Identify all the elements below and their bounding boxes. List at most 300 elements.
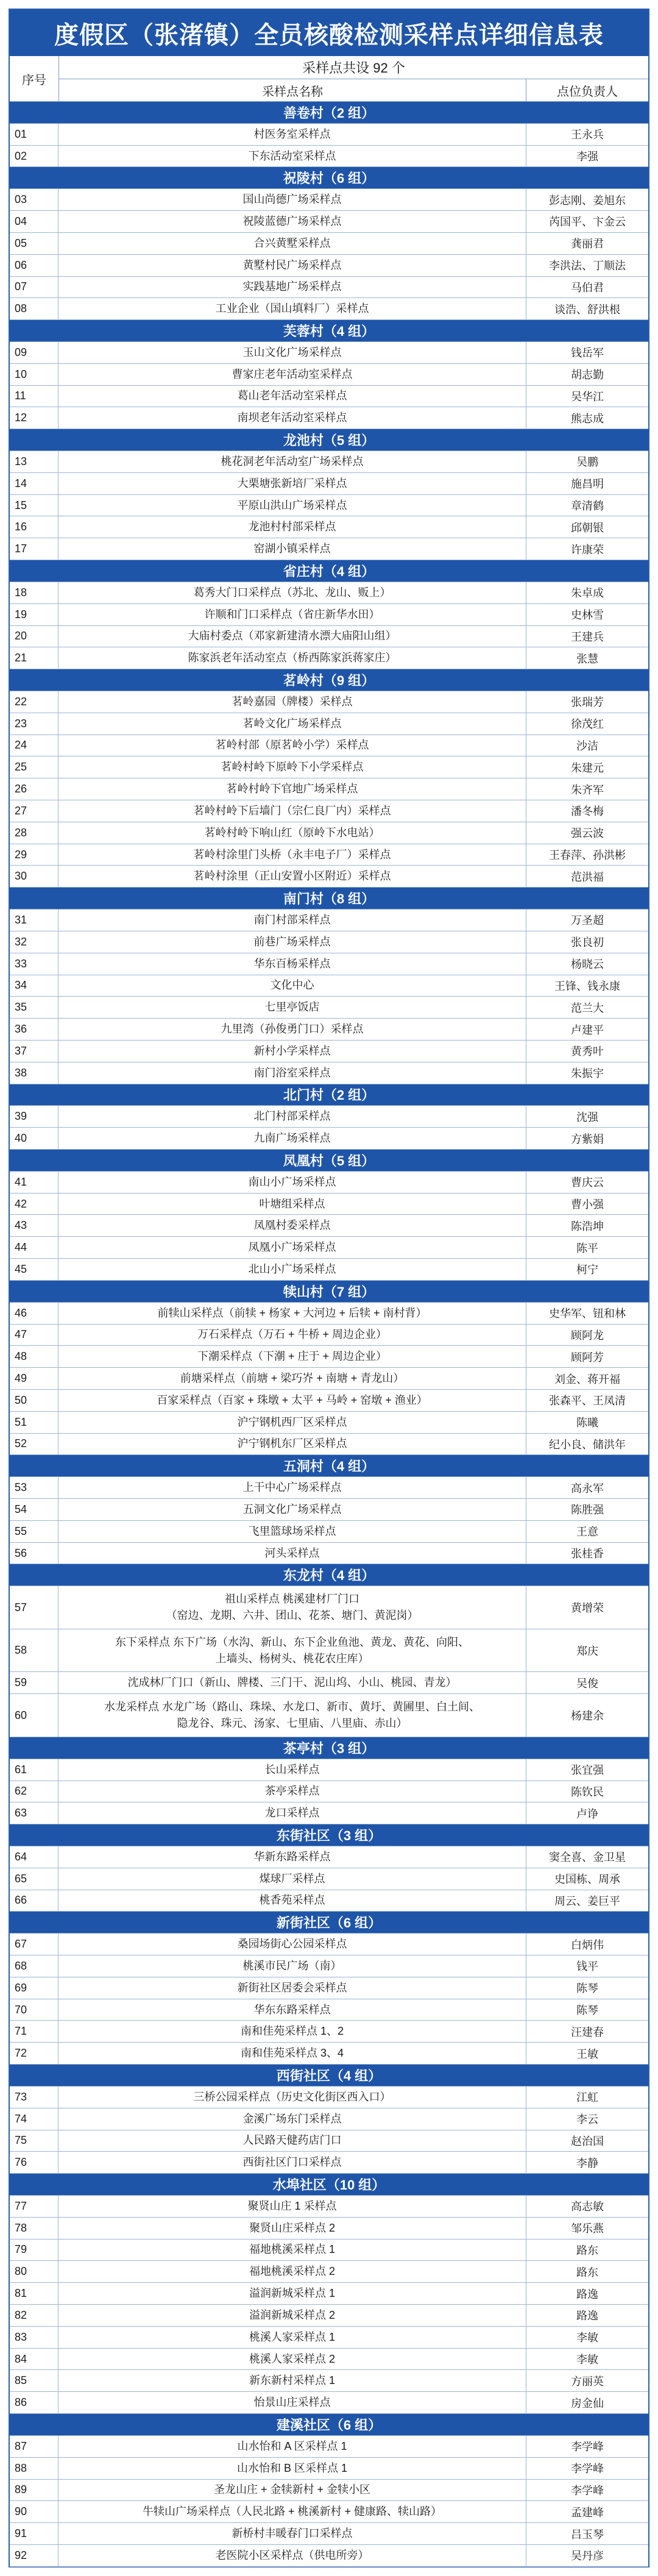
row-no: 43 xyxy=(10,1215,58,1236)
row-person: 方紫娟 xyxy=(571,1133,604,1145)
row-person: 徐茂红 xyxy=(571,718,604,731)
row-site: 合兴黄墅采样点 xyxy=(58,233,526,254)
row-no: 13 xyxy=(10,451,58,472)
table-row xyxy=(10,2087,648,2108)
group-header: 东街社区（3 组） xyxy=(10,1824,648,1846)
table-row xyxy=(10,2349,648,2371)
row-no: 47 xyxy=(10,1325,58,1346)
row-no: 04 xyxy=(10,211,58,232)
row-person: 史林雪 xyxy=(571,609,604,622)
row-person: 张森平、王凤清 xyxy=(549,1395,626,1407)
row-site: 南门村部采样点 xyxy=(58,909,526,931)
row-person: 路逸 xyxy=(576,2288,598,2300)
row-site: 茗岭村涂里门头桥（永丰电子厂）采样点 xyxy=(58,844,526,866)
row-site: 茗岭村岭下官地广场采样点 xyxy=(58,778,526,800)
row-person: 王建兵 xyxy=(571,630,604,643)
row-no: 54 xyxy=(10,1499,58,1520)
row-site: 茗岭村岭下响山红（原岭下水电站） xyxy=(58,822,526,844)
row-person: 芮国平、卞金云 xyxy=(549,216,626,229)
row-person: 吕玉琴 xyxy=(571,2528,604,2541)
row-no: 02 xyxy=(10,146,58,167)
row-site: 前塘采样点（前塘 + 梁巧岕 + 南塘 + 青龙山） xyxy=(58,1368,526,1389)
row-site: 华东东路采样点 xyxy=(58,1999,526,2021)
row-person: 李学峰 xyxy=(571,2484,604,2497)
group-header: 东龙村（4 组） xyxy=(10,1564,648,1586)
row-person: 陈浩坤 xyxy=(571,1220,604,1233)
row-site: 飞里篮球场采样点 xyxy=(58,1521,526,1542)
table-row xyxy=(10,1325,648,1347)
row-no: 79 xyxy=(10,2240,58,2261)
row-site: 桃溪市民广场（南） xyxy=(58,1955,526,1977)
row-no: 85 xyxy=(10,2370,58,2391)
row-site: 七里亭饭店 xyxy=(58,997,526,1018)
row-no: 38 xyxy=(10,1062,58,1084)
row-no: 34 xyxy=(10,975,58,997)
row-site: 东下采样点 东下广场（水沟、新山、东下企业鱼池、黄龙、黄花、向阳、 上墙头、杨树头、桃花农庄库） xyxy=(58,1629,526,1672)
row-person: 路东 xyxy=(576,2244,598,2257)
row-person: 杨晓云 xyxy=(571,958,604,971)
row-site: 茶亭采样点 xyxy=(58,1781,526,1802)
table-row xyxy=(10,756,648,778)
row-person: 吴华江 xyxy=(571,390,604,403)
row-site: 桃香苑采样点 xyxy=(58,1890,526,1912)
table-row xyxy=(10,1412,648,1434)
table-row xyxy=(10,822,648,844)
row-person: 赵治国 xyxy=(571,2135,604,2147)
row-person: 张良初 xyxy=(571,936,604,949)
row-site: 窑湖小镇采样点 xyxy=(58,538,526,560)
row-person: 顾阿龙 xyxy=(571,1329,604,1342)
table-row xyxy=(10,1041,648,1062)
row-site: 万石采样点（万石 + 牛桥 + 周边企业） xyxy=(58,1325,526,1346)
row-no: 88 xyxy=(10,2458,58,2479)
row-site: 桑园场街心公园采样点 xyxy=(58,1934,526,1955)
row-site: 祝陵蓝德广场采样点 xyxy=(58,211,526,232)
group-header: 建溪社区（6 组） xyxy=(10,2414,648,2436)
table-row xyxy=(10,1303,648,1325)
table-row xyxy=(10,364,648,386)
row-person: 刘金、蒋开福 xyxy=(554,1373,620,1386)
row-person: 钱岳军 xyxy=(571,347,604,360)
row-no: 24 xyxy=(10,735,58,756)
row-no: 62 xyxy=(10,1781,58,1802)
row-person: 沙洁 xyxy=(576,739,598,752)
row-person: 李强 xyxy=(576,151,598,163)
row-site: 煤球厂采样点 xyxy=(58,1868,526,1890)
table-row xyxy=(10,1694,648,1737)
row-person: 王意 xyxy=(576,1526,598,1539)
row-no: 10 xyxy=(10,364,58,385)
row-site: 南门浴室采样点 xyxy=(58,1062,526,1084)
row-no: 86 xyxy=(10,2392,58,2413)
row-site: 聚贤山庄 1 采样点 xyxy=(58,2196,526,2217)
table-row xyxy=(10,2196,648,2218)
row-person: 吴俊 xyxy=(576,1677,598,1690)
row-site: 华新东路采样点 xyxy=(58,1846,526,1868)
row-person: 许康荣 xyxy=(571,543,604,556)
row-no: 11 xyxy=(10,386,58,407)
row-site: 大栗塘张新培厂采样点 xyxy=(58,473,526,494)
table-row xyxy=(10,1194,648,1215)
row-no: 35 xyxy=(10,997,58,1018)
group-header: 西街社区（4 组） xyxy=(10,2065,648,2087)
row-site: 怡景山庄采样点 xyxy=(58,2392,526,2413)
table-row xyxy=(10,1955,648,1977)
row-no: 44 xyxy=(10,1237,58,1258)
table-row xyxy=(10,626,648,648)
group-header: 犊山村（7 组） xyxy=(10,1281,648,1303)
row-person: 孟建峰 xyxy=(571,2506,604,2519)
table-row xyxy=(10,1390,648,1412)
table-row xyxy=(10,953,648,975)
row-no: 06 xyxy=(10,255,58,276)
row-site: 曹家庄老年活动室采样点 xyxy=(58,364,526,385)
row-no: 82 xyxy=(10,2305,58,2326)
group-header: 祝陵村（6 组） xyxy=(10,167,648,189)
row-person: 房金仙 xyxy=(571,2397,604,2410)
row-site: 凤凰村委采样点 xyxy=(58,1215,526,1236)
row-site: 实践基地广场采样点 xyxy=(58,277,526,298)
row-site: 许顺和门口采样点（省庄新华水田） xyxy=(58,604,526,625)
row-site: 九南广场采样点 xyxy=(58,1128,526,1149)
row-no: 18 xyxy=(10,582,58,603)
row-site: 叶塘组采样点 xyxy=(58,1194,526,1215)
table-row xyxy=(10,582,648,604)
row-site: 三桥公园采样点（历史文化街区西入口） xyxy=(58,2087,526,2108)
group-header: 茗岭村（9 组） xyxy=(10,669,648,691)
table-row xyxy=(10,2327,648,2349)
row-site: 南坝老年活动室采样点 xyxy=(58,407,526,429)
table-row xyxy=(10,844,648,866)
row-person: 汪建春 xyxy=(571,2026,604,2038)
row-no: 53 xyxy=(10,1477,58,1498)
row-no: 17 xyxy=(10,538,58,560)
row-no: 69 xyxy=(10,1977,58,1999)
group-header: 北门村（2 组） xyxy=(10,1084,648,1106)
row-no: 63 xyxy=(10,1802,58,1824)
table-row xyxy=(10,407,648,429)
row-site: 村医务室采样点 xyxy=(58,124,526,145)
row-no: 84 xyxy=(10,2349,58,2370)
row-site: 平原山洪山广场采样点 xyxy=(58,495,526,516)
table-row xyxy=(10,1259,648,1281)
row-site: 桃溪人家采样点 2 xyxy=(58,2349,526,2370)
row-no: 58 xyxy=(10,1629,58,1672)
table-row xyxy=(10,1934,648,1955)
row-no: 14 xyxy=(10,473,58,494)
row-site: 大庙村委点（邓家新建清水漂大庙阳山组） xyxy=(58,626,526,647)
row-person: 李云 xyxy=(576,2113,598,2126)
table-row xyxy=(10,538,648,560)
table-row xyxy=(10,1477,648,1499)
row-site: 工业企业（国山填料厂）采样点 xyxy=(58,298,526,319)
row-site: 茗岭村部（原茗岭小学）采样点 xyxy=(58,735,526,756)
table-row xyxy=(10,211,648,233)
row-person: 朱齐军 xyxy=(571,783,604,796)
row-no: 76 xyxy=(10,2152,58,2173)
row-no: 30 xyxy=(10,866,58,887)
table-row xyxy=(10,1172,648,1194)
table-row xyxy=(10,2392,648,2414)
row-site: 沈成林厂门口（新山、牌楼、三门干、泥山坞、小山、桃园、青龙） xyxy=(58,1672,526,1693)
table-row xyxy=(10,2130,648,2152)
row-site: 河头采样点 xyxy=(58,1543,526,1564)
row-no: 28 xyxy=(10,822,58,844)
row-no: 16 xyxy=(10,516,58,538)
row-no: 22 xyxy=(10,691,58,713)
group-header: 茶亭村（3 组） xyxy=(10,1737,648,1759)
row-site: 溢润新城采样点 2 xyxy=(58,2305,526,2326)
row-site: 下东活动室采样点 xyxy=(58,146,526,167)
table-row xyxy=(10,1128,648,1150)
row-no: 50 xyxy=(10,1390,58,1411)
row-person: 史华军、钮和林 xyxy=(549,1308,626,1320)
table-row xyxy=(10,2108,648,2130)
table-row xyxy=(10,1586,648,1629)
row-no: 81 xyxy=(10,2283,58,2304)
group-header: 芙蓉村（4 组） xyxy=(10,320,648,342)
row-no: 49 xyxy=(10,1368,58,1389)
table-row xyxy=(10,516,648,538)
row-site: 新桥村丰暖春门口采样点 xyxy=(58,2523,526,2544)
row-person: 王锋、钱永康 xyxy=(554,980,620,992)
row-site: 南和佳苑采样点 3、4 xyxy=(58,2043,526,2064)
table-row xyxy=(10,255,648,277)
row-person: 吴鹏 xyxy=(576,456,598,469)
row-person: 纪小良、储洪年 xyxy=(549,1438,626,1451)
row-no: 07 xyxy=(10,277,58,298)
table-row xyxy=(10,713,648,735)
row-no: 26 xyxy=(10,778,58,800)
row-site: 北门村部采样点 xyxy=(58,1106,526,1127)
row-person: 李静 xyxy=(576,2157,598,2169)
table-row xyxy=(10,233,648,255)
table-row xyxy=(10,1802,648,1824)
table-row xyxy=(10,647,648,669)
row-site: 华东百杨采样点 xyxy=(58,953,526,975)
row-person: 顾阿芳 xyxy=(571,1351,604,1364)
row-no: 42 xyxy=(10,1194,58,1215)
row-no: 48 xyxy=(10,1346,58,1367)
row-person: 强云波 xyxy=(571,827,604,840)
row-person: 李洪法、丁顺法 xyxy=(549,260,626,272)
row-person: 陈平 xyxy=(576,1242,598,1254)
row-person: 曹庆云 xyxy=(571,1176,604,1189)
row-person: 沈强 xyxy=(576,1111,598,1123)
row-no: 41 xyxy=(10,1172,58,1193)
row-site: 牛犊山广场采样点（人民北路 + 桃溪新村 + 健康路、犊山路） xyxy=(58,2501,526,2522)
row-person: 卢建平 xyxy=(571,1023,604,1036)
row-no: 87 xyxy=(10,2436,58,2457)
row-site: 桃溪人家采样点 1 xyxy=(58,2327,526,2348)
row-site: 国山尚德广场采样点 xyxy=(58,189,526,210)
row-no: 32 xyxy=(10,931,58,953)
table-row xyxy=(10,2218,648,2240)
row-site: 九里湾（孙俊勇门口）采样点 xyxy=(58,1019,526,1040)
row-site: 人民路天健药店门口 xyxy=(58,2130,526,2152)
row-person: 曹小强 xyxy=(571,1198,604,1211)
row-no: 57 xyxy=(10,1586,58,1629)
group-header: 善卷村（2 组） xyxy=(10,102,648,124)
table-row xyxy=(10,189,648,211)
row-person: 张宜强 xyxy=(571,1764,604,1777)
row-person: 李学峰 xyxy=(571,2463,604,2475)
row-no: 25 xyxy=(10,756,58,778)
table-row xyxy=(10,1846,648,1868)
row-person: 江虹 xyxy=(576,2091,598,2104)
row-no: 37 xyxy=(10,1041,58,1062)
header-person: 点位负责人 xyxy=(557,85,618,99)
row-person: 路东 xyxy=(576,2266,598,2279)
row-person: 路逸 xyxy=(576,2310,598,2322)
table-row xyxy=(10,2021,648,2043)
group-header: 五洞村（4 组） xyxy=(10,1455,648,1477)
row-person: 柯宁 xyxy=(576,1264,598,1276)
row-no: 19 xyxy=(10,604,58,625)
header-site: 采样点名称 xyxy=(59,79,526,101)
row-person: 陈琴 xyxy=(576,1982,598,1995)
row-person: 熊志成 xyxy=(571,412,604,425)
row-no: 45 xyxy=(10,1259,58,1280)
row-person: 史国栋、周承 xyxy=(554,1873,620,1886)
table-row xyxy=(10,2043,648,2065)
table-row xyxy=(10,800,648,822)
row-site: 茗岭村岭下后墙门（宗仁良厂内）采样点 xyxy=(58,800,526,822)
table-row xyxy=(10,2458,648,2480)
table-row xyxy=(10,778,648,800)
table-row xyxy=(10,2523,648,2545)
table-body xyxy=(10,102,648,2566)
row-no: 66 xyxy=(10,1890,58,1912)
row-person: 彭志刚、姜旭东 xyxy=(549,194,626,207)
table-row xyxy=(10,1781,648,1803)
table-row xyxy=(10,866,648,888)
table-row xyxy=(10,975,648,997)
row-site: 祖山采样点 桃溪建材厂门口 （窑边、龙期、六井、团山、花茶、塘门、黄泥岗） xyxy=(58,1586,526,1629)
row-person: 李敏 xyxy=(576,2332,598,2344)
table-row xyxy=(10,997,648,1019)
row-site: 前巷广场采样点 xyxy=(58,931,526,953)
row-no: 08 xyxy=(10,298,58,319)
table-row xyxy=(10,124,648,146)
row-site: 凤凰小广场采样点 xyxy=(58,1237,526,1258)
row-no: 01 xyxy=(10,124,58,145)
row-person: 李学峰 xyxy=(571,2441,604,2453)
row-person: 张桂香 xyxy=(571,1548,604,1560)
row-no: 33 xyxy=(10,953,58,975)
group-header: 龙池村（5 组） xyxy=(10,429,648,451)
row-person: 杨建余 xyxy=(571,1710,604,1723)
row-site: 桃花洞老年活动室广场采样点 xyxy=(58,451,526,472)
table-row xyxy=(10,1368,648,1390)
row-no: 78 xyxy=(10,2218,58,2239)
row-no: 61 xyxy=(10,1759,58,1781)
row-person: 朱建元 xyxy=(571,761,604,774)
row-site: 上干中心广场采样点 xyxy=(58,1477,526,1498)
table-row xyxy=(10,298,648,320)
table-row xyxy=(10,2501,648,2523)
row-no: 91 xyxy=(10,2523,58,2544)
row-person: 马伯君 xyxy=(571,281,604,294)
table-row xyxy=(10,1759,648,1781)
row-no: 71 xyxy=(10,2021,58,2042)
header-total: 采样点共设 92 个 xyxy=(59,56,648,79)
table-row xyxy=(10,2305,648,2327)
row-no: 52 xyxy=(10,1434,58,1455)
row-no: 59 xyxy=(10,1672,58,1693)
row-site: 金溪广场东门采样点 xyxy=(58,2108,526,2130)
row-site: 溢润新城采样点 1 xyxy=(58,2283,526,2304)
table-row xyxy=(10,1890,648,1912)
row-site: 福地桃溪采样点 1 xyxy=(58,2240,526,2261)
row-site: 龙口采样点 xyxy=(58,1802,526,1824)
row-no: 55 xyxy=(10,1521,58,1542)
row-site: 葛山老年活动室采样点 xyxy=(58,386,526,407)
table-row xyxy=(10,473,648,495)
row-site: 茗岭嘉园（牌楼）采样点 xyxy=(58,691,526,713)
row-site: 龙池村村部采样点 xyxy=(58,516,526,538)
table-row xyxy=(10,1346,648,1368)
table-row xyxy=(10,931,648,953)
row-no: 36 xyxy=(10,1019,58,1040)
row-person: 王敏 xyxy=(576,2048,598,2060)
row-site: 前犊山采样点（前犊 + 杨家 + 大河边 + 后犊 + 南村背） xyxy=(58,1303,526,1324)
row-site: 下潮采样点（下潮 + 庄于 + 周边企业） xyxy=(58,1346,526,1367)
row-person: 谈浩、舒洪根 xyxy=(554,303,620,316)
row-no: 60 xyxy=(10,1694,58,1737)
row-no: 20 xyxy=(10,626,58,647)
table-row xyxy=(10,1499,648,1521)
row-site: 新村小学采样点 xyxy=(58,1041,526,1062)
row-site: 新街社区居委会采样点 xyxy=(58,1977,526,1999)
row-no: 77 xyxy=(10,2196,58,2217)
group-header: 凤凰村（5 组） xyxy=(10,1150,648,1172)
table-row xyxy=(10,2436,648,2458)
row-site: 葛秀大门口采样点（苏北、龙山、贩上） xyxy=(58,582,526,603)
row-person: 郑庆 xyxy=(576,1645,598,1657)
row-person: 王春萍、孙洪彬 xyxy=(549,849,626,862)
row-site: 玉山文化广场采样点 xyxy=(58,342,526,363)
table-row xyxy=(10,1215,648,1237)
row-no: 83 xyxy=(10,2327,58,2348)
row-site: 茗岭村涂里（正山安置小区附近）采样点 xyxy=(58,866,526,887)
row-person: 王永兵 xyxy=(571,129,604,141)
row-no: 67 xyxy=(10,1934,58,1955)
row-no: 89 xyxy=(10,2480,58,2501)
row-site: 沪宁钢机西厂区采样点 xyxy=(58,1412,526,1433)
table-row xyxy=(10,146,648,168)
row-site: 南和佳苑采样点 1、2 xyxy=(58,2021,526,2042)
header-no: 序号 xyxy=(10,56,59,101)
row-person: 陈钦民 xyxy=(571,1785,604,1798)
row-site: 百家采样点（百家 + 珠墩 + 太平 + 马岭 + 窑墩 + 渔业） xyxy=(58,1390,526,1411)
row-site: 文化中心 xyxy=(58,975,526,997)
table-row xyxy=(10,1019,648,1041)
table-row xyxy=(10,495,648,517)
row-site: 山水怡和 B 区采样点 1 xyxy=(58,2458,526,2479)
row-person: 窦全喜、金卫星 xyxy=(549,1851,626,1864)
row-no: 64 xyxy=(10,1846,58,1868)
row-site: 水龙采样点 水龙广场（路山、珠垛、水龙口、新市、黄圩、黄圃里、白土间、 隐龙谷、珠元、汤家、七里庙、八里庙、赤山） xyxy=(58,1694,526,1737)
table-row xyxy=(10,2152,648,2174)
row-no: 75 xyxy=(10,2130,58,2152)
group-header: 水埠社区（10 组） xyxy=(10,2174,648,2196)
row-person: 白炳伟 xyxy=(571,1938,604,1951)
row-site: 新东新村采样点 1 xyxy=(58,2370,526,2391)
table-row xyxy=(10,1629,648,1673)
row-no: 51 xyxy=(10,1412,58,1433)
row-no: 09 xyxy=(10,342,58,363)
